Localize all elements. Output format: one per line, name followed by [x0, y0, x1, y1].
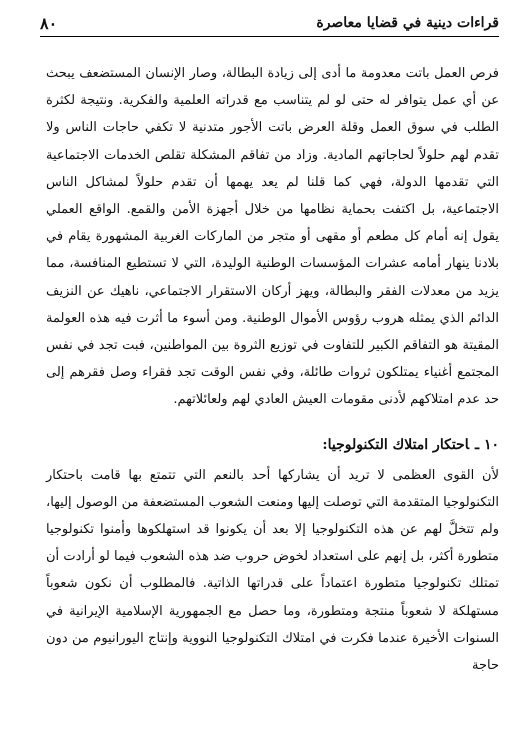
section-heading: [46, 434, 499, 456]
running-header: [40, 10, 499, 37]
paragraph-technology: لأن القوى العظمى لا تريد أن يشاركها أحد بالنعم التي تتمتع بها قامت باحتكار التكنولوجيا المتقدمة التي توصلت إليها ومنعت الشعوب المستضعفة من الوصول إليها، ولم تتخلَّ لهم عن هذه التكنولوجيا إلا بعد أن يكونوا قد استهلكوها وأمنوا تكنولوجيا متطورة أكثر، بل إنهم على استعداد لخوض حروب ضد هذه الشعوب فيما لو أرادت أن تمتلك تكنولوجيا متطورة اعتماداً على قدراتها الذاتية. فالمطلوب أن نكون شعوباً مستهلكة لا شعوباً منتجة ومتطورة، وما حصل مع الجمهورية الإسلامية الإيرانية في السنوات الأخيرة عندما فكرت في امتلاك التكنولوجيا النووية وإنتاج اليورانيوم من دون حاجة: [46, 467, 499, 674]
paragraph-unemployment: فرص العمل باتت معدومة ما أدى إلى زيادة البطالة، وصار الإنسان المستضعف يبحث عن أي عمل يتوافر له حتى لو لم يتناسب مع قدراته العلمية والفكرية. ونتيجة لكثرة الطلب في سوق العمل وقلة العرض باتت الأجور متدنية لا تكفي حاجات الناس ولا تقدم لهم حلولاً لحاجاتهم المادية. وزاد من تفاقم المشكلة تقلص الخدمات الاجتماعية التي تقدمها الدولة، فهي كما قلنا لم يعد يهمها أن تقدم حلولاً لمشاكل الناس الاجتماعية، بل اكتفت بحماية نظامها من خلال أجهزة الأمن والقمع. الواقع العملي يقول إنه أمام كل مطعم أو مقهى أو متجر من الماركات الغربية المشهورة يقام في بلادنا ينهار أمامه عشرات المؤسسات الوطنية الوليدة، التي لا تستطيع المنافسة، مما يزيد من معدلات الفقر والبطالة، ويهز أركان الاستقرار الاجتماعي، ناهيك عن النزيف الدائم الذي يمثله هروب رؤوس الأموال الوطنية. ومن أسوء ما أثرت فيه هذه العولمة المقيتة هو التفاقم الكبير للتفاوت في توزيع الثروة بين المواطنين، فبت تجد في نفس المجتمع أغنياء يمتلكون ثروات طائلة، وفي نفس الوقت تجد فقراء وصل فقرهم إلى حد عدم امتلاكهم لأدنى مقومات العيش العادي لهم ولعائلاتهم.: [46, 66, 499, 408]
page-body: [46, 60, 499, 679]
page-number: ٨٠: [40, 13, 58, 33]
section-number: ١٠ ـ: [474, 436, 499, 453]
section-title: احتكار امتلاك التكنولوجيا:: [322, 436, 469, 453]
running-title: قراءات دينية في قضايا معاصرة: [316, 15, 499, 31]
